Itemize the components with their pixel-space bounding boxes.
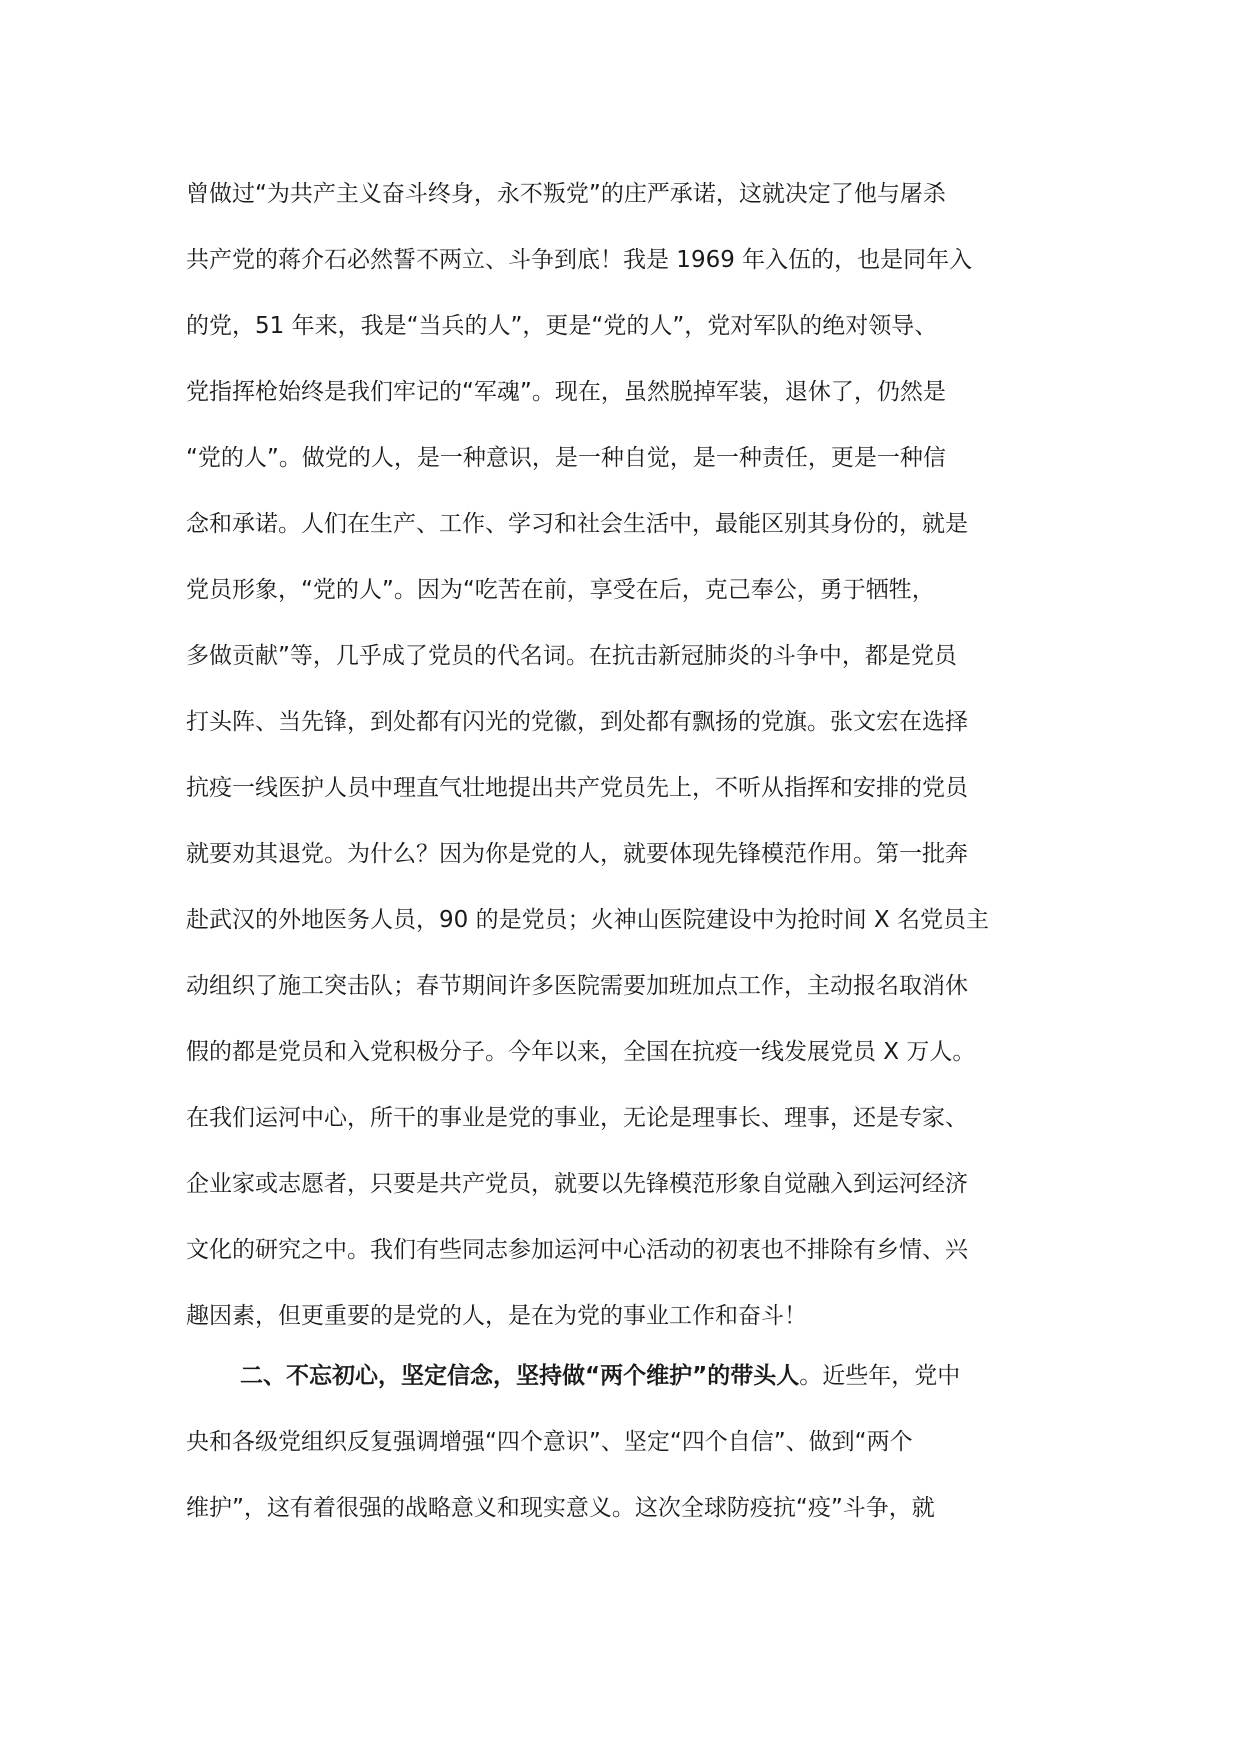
paragraph-line: 抗疫一线医护人员中理直气壮地提出共产党员先上，不听从指挥和安排的党员: [186, 775, 968, 801]
paragraph-line: 赴武汉的外地医务人员，90 的是党员；火神山医院建设中为抢时间 X 名党员主: [186, 907, 989, 933]
paragraph-line: “党的人”。做党的人，是一种意识，是一种自觉，是一种责任，更是一种信: [186, 445, 946, 471]
paragraph-line: 的党，51 年来，我是“当兵的人”，更是“党的人”，党对军队的绝对领导、: [186, 313, 938, 339]
paragraph-line: 党指挥枪始终是我们牢记的“军魂”。现在，虽然脱掉军装，退休了，仍然是: [186, 379, 946, 405]
paragraph-line: 文化的研究之中。我们有些同志参加运河中心活动的初衷也不排除有乡情、兴: [186, 1237, 968, 1263]
paragraph-line: 多做贡献”等，几乎成了党员的代名词。在抗击新冠肺炎的斗争中，都是党员: [186, 643, 957, 669]
paragraph-line: 共产党的蒋介石必然誓不两立、斗争到底！我是 1969 年入伍的，也是同年入: [186, 247, 973, 273]
paragraph-line: 企业家或志愿者，只要是共产党员，就要以先锋模范形象自觉融入到运河经济: [186, 1171, 968, 1197]
paragraph-line: 央和各级党组织反复强调增强“四个意识”、坚定“四个自信”、做到“两个: [186, 1429, 913, 1455]
body-paragraph: [186, 176, 1056, 1364]
paragraph-line: 趣因素，但更重要的是党的人，是在为党的事业工作和奋斗！: [186, 1303, 807, 1329]
section-2-first-line: [186, 1358, 1056, 1424]
paragraph-line: 曾做过“为共产主义奋斗终身，永不叛党”的庄严承诺，这就决定了他与屠杀: [186, 181, 946, 207]
paragraph-line: 在我们运河中心，所干的事业是党的事业，无论是理事长、理事，还是专家、: [186, 1105, 968, 1131]
paragraph-line: 动组织了施工突击队；春节期间许多医院需要加班加点工作，主动报名取消休: [186, 973, 968, 999]
paragraph-line: 维护”，这有着很强的战略意义和现实意义。这次全球防疫抗“疫”斗争，就: [186, 1495, 935, 1521]
paragraph-line: 党员形象，“党的人”。因为“吃苦在前，享受在后，克己奉公，勇于牺牲，: [186, 577, 935, 603]
section-2-first-line-text: 。近些年，党中: [799, 1363, 961, 1389]
paragraph-line: 念和承诺。人们在生产、工作、学习和社会生活中，最能区别其身份的，就是: [186, 511, 968, 537]
section-2-paragraph: [186, 1358, 1056, 1556]
paragraph-line: 假的都是党员和入党积极分子。今年以来，全国在抗疫一线发展党员 X 万人。: [186, 1039, 976, 1065]
paragraph-line: 就要劝其退党。为什么？因为你是党的人，就要体现先锋模范作用。第一批奔: [186, 841, 968, 867]
paragraph-line: 打头阵、当先锋，到处都有闪光的党徽，到处都有飘扬的党旗。张文宏在选择: [186, 709, 968, 735]
section-2-heading: 二、不忘初心，坚定信念，坚持做“两个维护”的带头人: [240, 1363, 800, 1389]
